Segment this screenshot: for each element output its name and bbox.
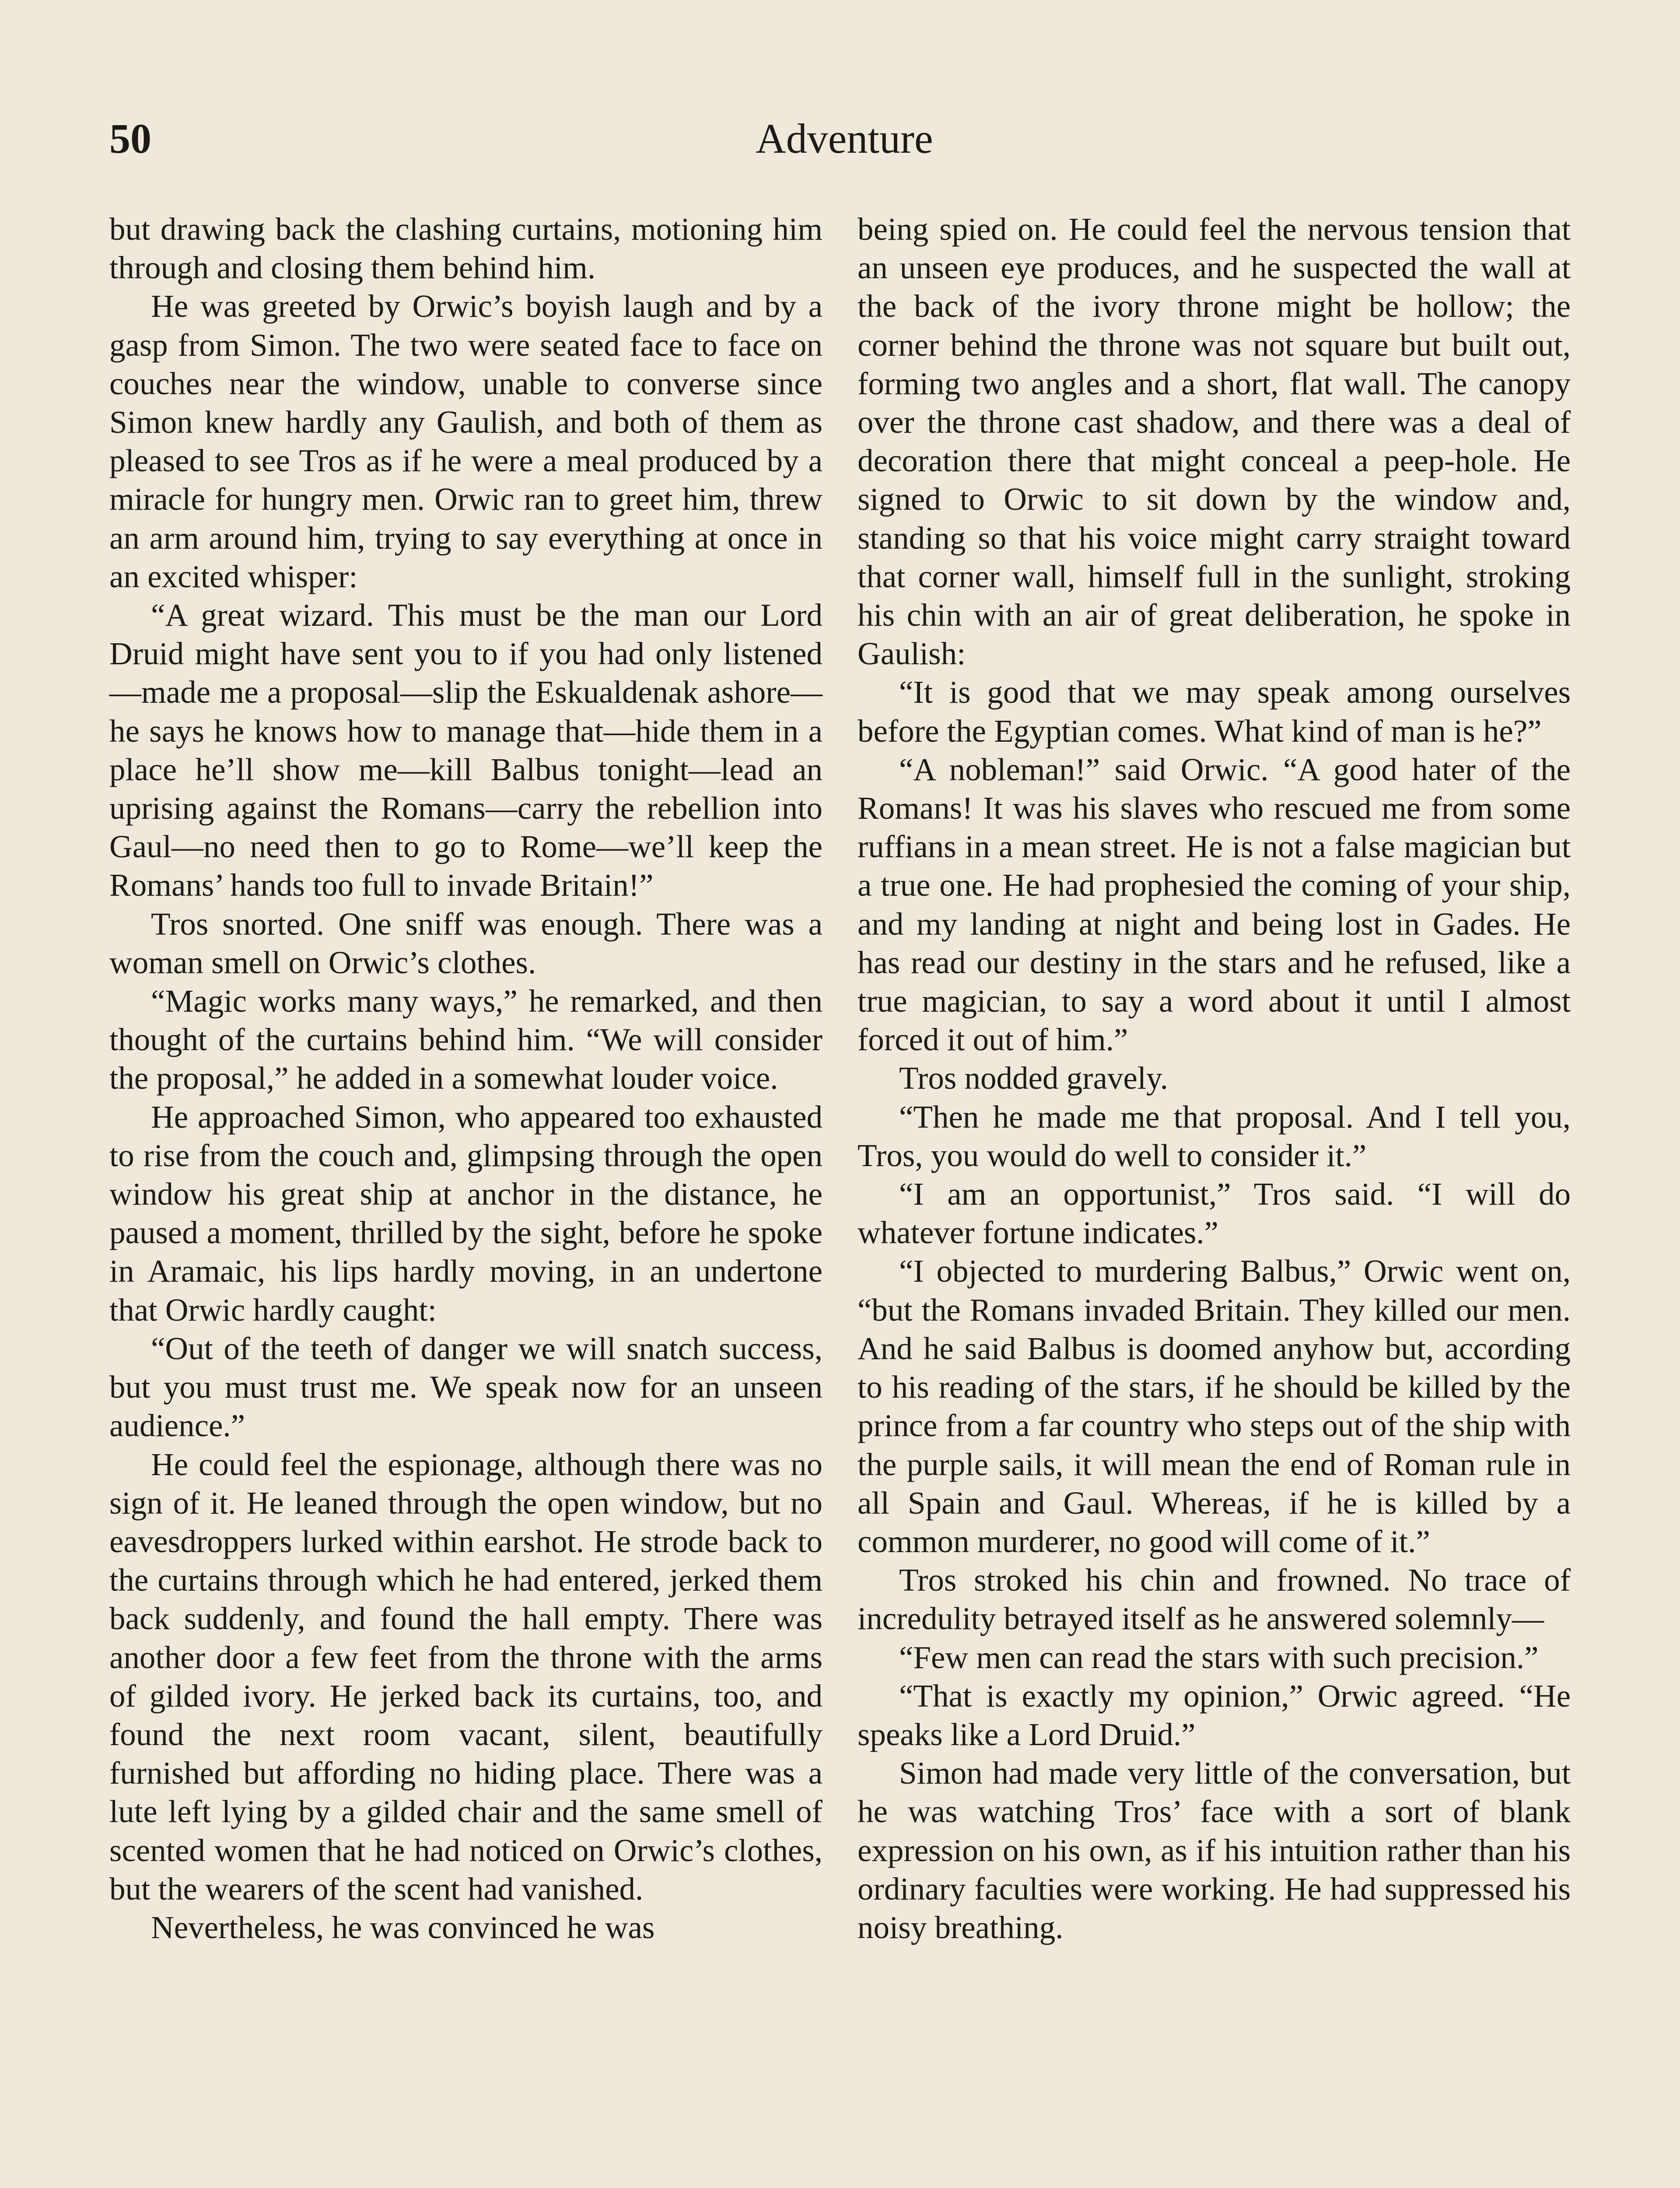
paragraph: being spied on. He could feel the nervous tension that an unseen eye produces, and he suspected the wall at the back of the ivory throne might be hollow; the corner behind the throne was not square but built out, forming two angles and a short, flat wall. The canopy over the throne cast shadow, and there was a deal of decoration there that might conceal a peep-hole. He signed to Orwic to sit down by the window and, standing so that his voice might carry straight toward that corner wall, himself full in the sunlight, stroking his chin with an air of great deliberation, he spoke in Gaulish: [858,211,1571,672]
paragraph: He could feel the espionage, although there was no sign of it. He leaned through the open window, but no eavesdroppers lurked within earshot. He strode back to the curtains through which he had entered, jerked them back suddenly, and found the hall empty. There was another door a few feet from the throne with the arms of gilded ivory. He jerked back its curtains, too, and found the next room vacant, silent, beautifully furnished but affording no hiding place. There was a lute left lying by a gilded chair and the same smell of scented women that he had noticed on Orwic’s clothes, but the wearers of the scent had vanished. [109,1446,822,1907]
paragraph: Simon had made very little of the conversation, but he was watching Tros’ face with a sort of blank expression on his own, as if his intuition rather than his ordinary faculties were working. He had suppressed his noisy breathing. [858,1755,1571,1945]
paragraph: but drawing back the clashing curtains, motioning him through and closing them behind him. [109,211,822,286]
paragraph: Tros stroked his chin and frowned. No trace of incredulity betrayed itself as he answered solemnly— [858,1562,1571,1637]
paragraph: Tros nodded gravely. [899,1060,1169,1096]
left-column [109,210,822,1947]
paragraph: “Magic works many ways,” he remarked, and then thought of the curtains behind him. “We will consider the proposal,” he added in a somewhat louder voice. [109,983,822,1096]
paragraph: “Few men can read the stars with such precision.” [899,1639,1539,1675]
page-header [109,115,1579,163]
paragraph: Nevertheless, he was convinced he was [151,1909,655,1945]
paragraph: “I objected to murdering Balbus,” Orwic went on, “but the Romans invaded Britain. They killed our men. And he said Balbus is doomed anyhow but, according to his reading of the stars, if he should be killed by the prince from a far country who steps out of the ship with the purple sails, it will mean the end of Roman rule in all Spain and Gaul. Whereas, if he is killed by a common murderer, no good will come of it.” [858,1253,1571,1559]
paragraph: “That is exactly my opinion,” Orwic agreed. “He speaks like a Lord Druid.” [858,1678,1571,1752]
paragraph: He was greeted by Orwic’s boyish laugh and by a gasp from Simon. The two were seated face to face on couches near the window, unable to converse since Simon knew hardly any Gaulish, and both of them as pleased to see Tros as if he were a meal produced by a miracle for hungry men. Orwic ran to greet him, threw an arm around him, trying to say everything at once in an excited whisper: [109,288,822,594]
right-column [858,210,1571,1947]
paragraph: “A nobleman!” said Orwic. “A good hater of the Romans! It was his slaves who rescued me from some ruffians in a mean street. He is not a false magician but a true one. He had prophesied the coming of your ship, and my landing at night and being lost in Gades. He has read our destiny in the stars and he refused, like a true magician, to say a word about it until I almost forced it out of him.” [858,751,1571,1058]
running-title: Adventure [756,115,933,162]
paragraph: “Then he made me that proposal. And I tell you, Tros, you would do well to consider it.” [858,1099,1571,1173]
paragraph: “A great wizard. This must be the man our Lord Druid might have sent you to if you had only listened—made me a proposal—slip the Eskualdenak ashore—he says he knows how to manage that—hide them in a place he’ll show me—kill Balbus tonight—lead an uprising against the Romans—carry the rebellion into Gaul—no need then to go to Rome—we’ll keep the Romans’ hands too full to invade Britain!” [109,597,822,903]
paragraph: “I am an opportunist,” Tros said. “I will do whatever fortune indicates.” [858,1176,1571,1251]
page-number: 50 [109,115,151,162]
paragraph: Tros snorted. One sniff was enough. There was a woman smell on Orwic’s clothes. [109,906,822,980]
paragraph: “Out of the teeth of danger we will snatch success, but you must trust me. We speak now for an unseen audience.” [109,1330,822,1444]
paragraph: “It is good that we may speak among ourselves before the Egyptian comes. What kind of man is he?” [858,674,1571,749]
paragraph: He approached Simon, who appeared too exhausted to rise from the couch and, glimpsing through the open window his great ship at anchor in the distance, he paused a moment, thrilled by the sight, before he spoke in Aramaic, his lips hardly moving, in an undertone that Orwic hardly caught: [109,1099,822,1328]
